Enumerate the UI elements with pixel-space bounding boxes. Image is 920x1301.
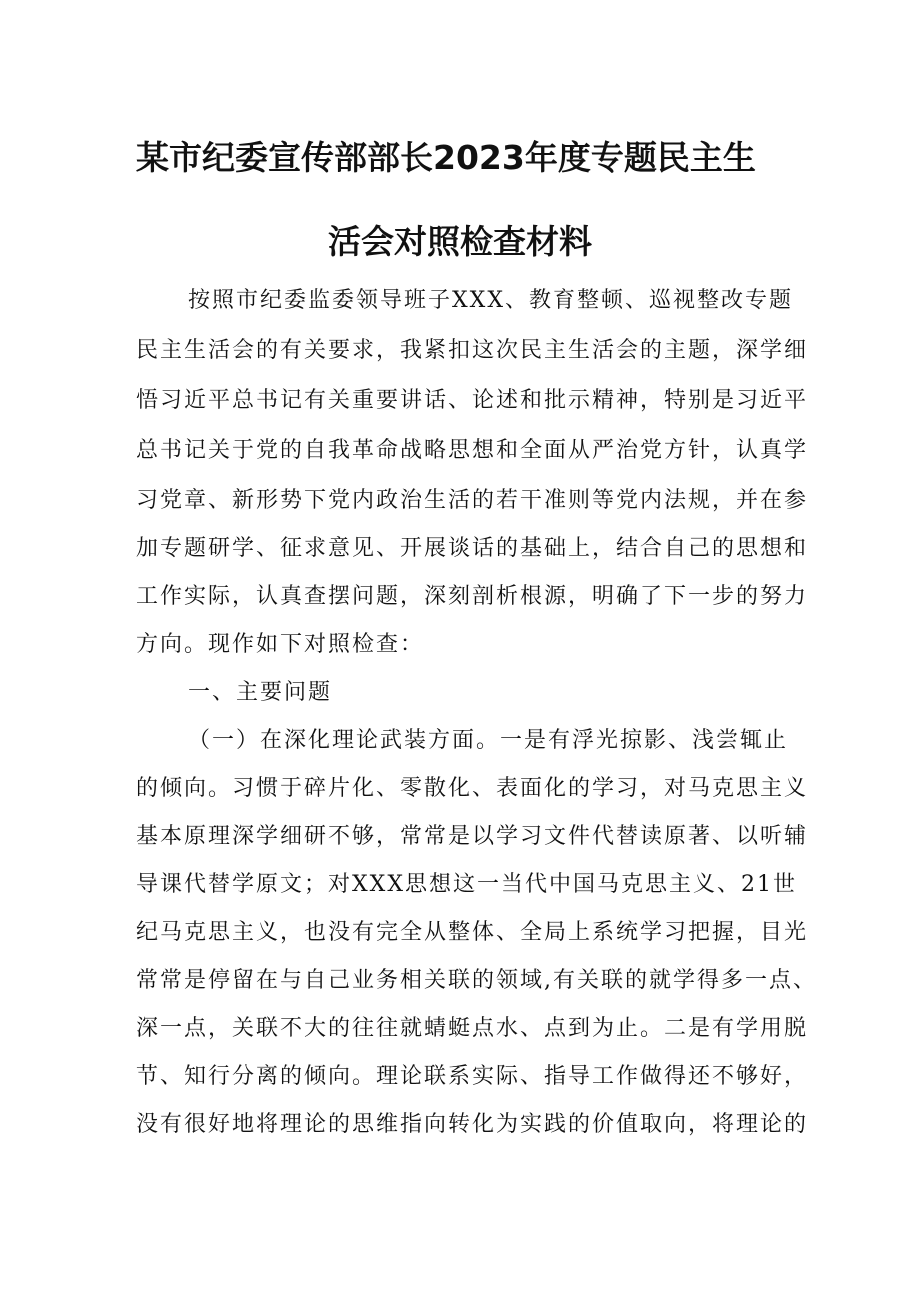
body-line: 民主生活会的有关要求，我紧扣这次民主生活会的主题，深学细 <box>136 338 809 363</box>
body-line: （一）在深化理论武装方面。一是有浮光掠影、浅尝辄止 <box>188 728 789 753</box>
body-line: 没有很好地将理论的思维指向转化为实践的价值取向，将理论的 <box>136 1112 809 1137</box>
body-line: 纪马克思主义，也没有完全从整体、全局上系统学习把握，目光 <box>136 920 809 945</box>
document-title-line-1: 某市纪委宣传部部长2023年度专题民主生 <box>136 138 756 177</box>
document-title-line-2: 活会对照检查材料 <box>328 222 592 261</box>
body-line: 的倾向。习惯于碎片化、零散化、表面化的学习，对马克思主义 <box>136 776 809 801</box>
body-line: 导课代替学原文；对XXX思想这一当代中国马克思主义、21世 <box>136 872 797 897</box>
body-line: 方向。现作如下对照检查： <box>136 632 425 657</box>
body-line: 加专题研学、征求意见、开展谈话的基础上，结合自己的思想和 <box>136 536 809 561</box>
body-line: 按照市纪委监委领导班子XXX、教育整顿、巡视整改专题 <box>188 288 793 313</box>
section-heading: 一、主要问题 <box>188 680 333 705</box>
body-line: 常常是停留在与自己业务相关联的领域,有关联的就学得多一点、 <box>136 968 817 993</box>
body-line: 工作实际，认真查摆问题，深刻剖析根源，明确了下一步的努力 <box>136 584 809 609</box>
body-line: 悟习近平总书记有关重要讲话、论述和批示精神，特别是习近平 <box>136 388 809 413</box>
body-line: 总书记关于党的自我革命战略思想和全面从严治党方针，认真学 <box>136 438 809 463</box>
body-line: 节、知行分离的倾向。理论联系实际、指导工作做得还不够好， <box>136 1064 809 1089</box>
body-line: 习党章、新形势下党内政治生活的若干准则等党内法规，并在参 <box>136 488 809 513</box>
body-line: 深一点，关联不大的往往就蜻蜓点水、点到为止。二是有学用脱 <box>136 1016 809 1041</box>
body-line: 基本原理深学细研不够，常常是以学习文件代替读原著、以听辅 <box>136 824 809 849</box>
